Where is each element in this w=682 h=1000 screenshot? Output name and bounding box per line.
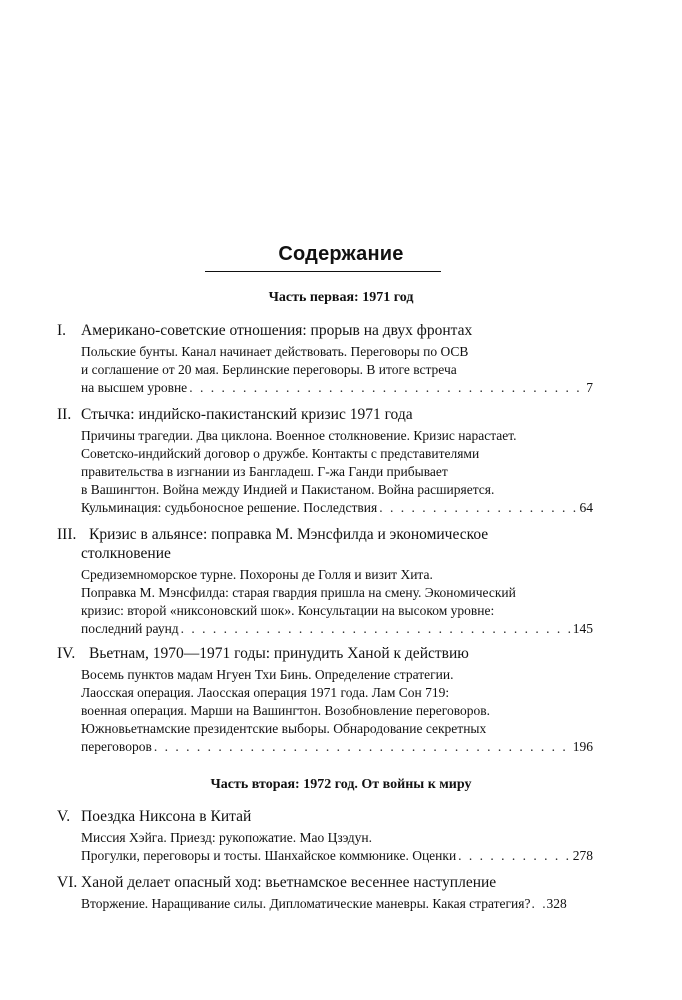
summary-line: на высшем уровне [81,380,188,395]
summary-last-line [81,847,593,865]
summary-last-line [81,738,593,756]
chapter-heading [57,807,597,826]
summary-line: Прогулки, переговоры и тосты. Шанхайское коммюнике. Оценки [81,848,457,863]
chapter-summary [81,427,593,517]
toc-entry-chapter-4 [57,644,597,756]
toc-entry-chapter-5 [57,807,597,865]
chapter-number: V. [57,808,71,825]
dot-leader [458,847,571,865]
chapter-number: VI. [57,874,78,891]
chapter-title: Кризис в альянсе: поправка М. Мэнсфилда и экономическое [89,526,489,543]
chapter-title: столкновение [81,545,171,562]
chapter-number: II. [57,406,72,423]
summary-line: Восемь пунктов мадам Нгуен Тхи Бинь. Определение стратегии. [81,667,454,682]
toc-entry-chapter-3 [57,525,597,638]
dot-leader [531,895,545,913]
dot-leader [379,499,577,517]
toc-entry-chapter-6 [57,873,597,913]
chapter-title: Ханой делает опасный ход: вьетнамское весеннее наступление [81,874,497,891]
chapter-number: IV. [57,645,76,662]
chapter-heading [57,525,597,544]
summary-last-line [81,620,593,638]
title-rule [205,271,441,272]
page-number: 64 [579,500,593,515]
part-heading-2: Часть вторая: 1972 год. От войны к миру [210,777,472,792]
summary-line: Советско-индийский договор о дружбе. Контакты с представителями [81,446,480,461]
summary-line: правительства в изгнании из Бангладеш. Г-жа Ганди прибывает [81,464,448,479]
chapter-summary [81,895,593,913]
dot-leader [181,620,571,638]
summary-line: Причины трагедии. Два циклона. Военное столкновение. Кризис нарастает. [81,428,517,443]
summary-line: Польские бунты. Канал начинает действовать. Переговоры по ОСВ [81,344,469,359]
page-number: 278 [572,848,593,863]
chapter-heading [57,873,597,892]
chapter-heading [57,405,597,424]
summary-last-line [81,895,593,913]
toc-entry-chapter-2 [57,405,597,517]
chapter-summary [81,666,593,756]
page-number: 145 [572,621,593,636]
chapter-summary [81,829,593,865]
chapter-summary [81,343,593,397]
summary-line: Миссия Хэйга. Приезд: рукопожатие. Мао Цзэдун. [81,830,372,845]
summary-line: Лаосская операция. Лаосская операция 1971 года. Лам Сон 719: [81,685,450,700]
part-heading-1: Часть первая: 1971 год [268,290,414,305]
summary-line: и соглашение от 20 мая. Берлинские переговоры. В итоге встреча [81,362,457,377]
summary-last-line [81,379,593,397]
summary-line: Вторжение. Наращивание силы. Дипломатические маневры. Какая стратегия? [81,896,531,911]
summary-line: Поправка М. Мэнсфилда: старая гвардия пришла на смену. Экономический [81,585,516,600]
page-number: 7 [586,380,593,395]
dot-leader [189,379,584,397]
summary-line: переговоров [81,739,152,754]
summary-line: кризис: второй «никсоновский шок». Консультации на высоком уровне: [81,603,495,618]
summary-line: Южновьетнамские президентские выборы. Обнародование секретных [81,721,487,736]
chapter-title: Вьетнам, 1970—1971 годы: принудить Ханой к действию [89,645,469,662]
chapter-heading [57,321,597,340]
chapter-title: Поездка Никсона в Китай [81,808,252,825]
chapter-number: III. [57,526,77,543]
page-number: 196 [572,739,593,754]
chapter-title: Американо-советские отношения: прорыв на двух фронтах [81,322,473,339]
summary-last-line [81,499,593,517]
summary-line: военная операция. Марши на Вашингтон. Возобновление переговоров. [81,703,491,718]
chapter-title: Стычка: индийско-пакистанский кризис 1971 года [81,406,413,423]
dot-leader [154,738,571,756]
summary-line: Кульминация: судьбоносное решение. Последствия [81,500,378,515]
chapter-heading-continued [57,544,597,563]
page-number: 328 [546,896,567,911]
chapter-heading [57,644,597,663]
chapter-number: I. [57,322,67,339]
summary-line: Средиземноморское турне. Похороны де Голля и визит Хита. [81,567,433,582]
summary-line: последний раунд [81,621,179,636]
chapter-summary [81,566,593,638]
toc-entry-chapter-1 [57,321,597,397]
page-title: Содержание [278,243,404,265]
summary-line: в Вашингтон. Война между Индией и Пакистаном. Война расширяется. [81,482,495,497]
